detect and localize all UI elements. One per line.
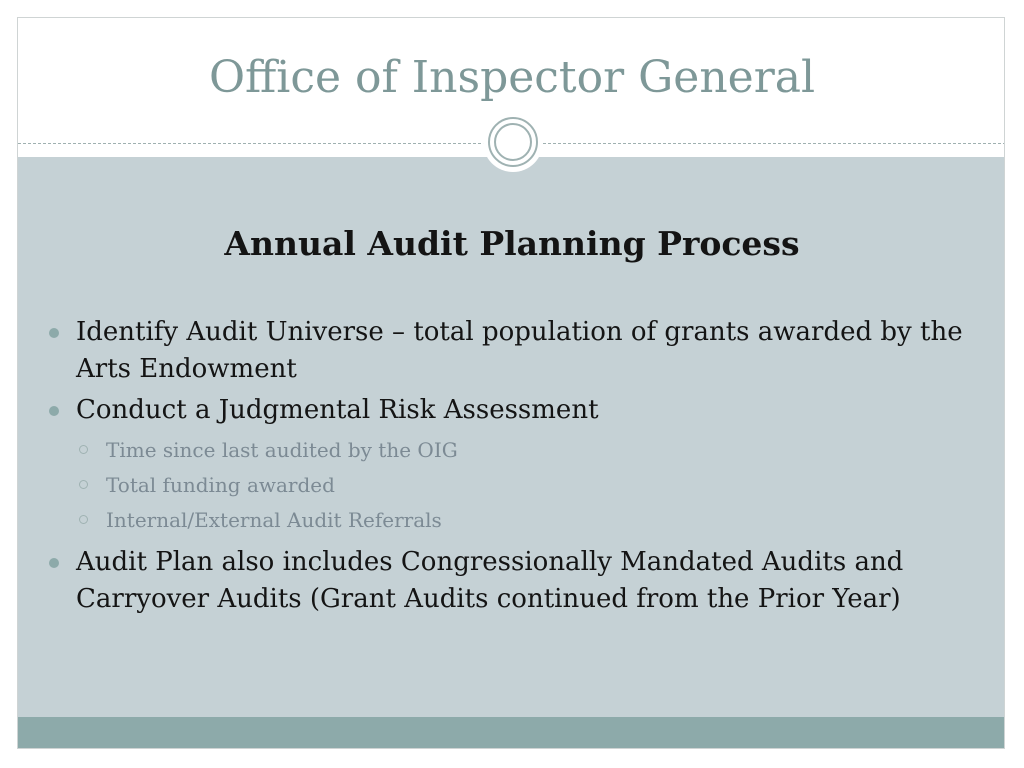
bullet-item (46, 544, 966, 618)
sub-bullet-text: Time since last audited by the OIG (106, 438, 458, 462)
bullet-dot-icon (49, 558, 59, 568)
bullet-dot-icon (49, 406, 59, 416)
bullet-text: Identify Audit Universe – total population of grants awarded by the Arts Endowment (76, 317, 963, 384)
sub-bullet-item (46, 503, 966, 538)
ring-bullet-icon (79, 480, 88, 489)
ring-bullet-icon (79, 445, 88, 454)
emblem-inner-ring (494, 123, 532, 161)
circle-emblem-icon (483, 112, 543, 172)
sub-bullet-list (46, 433, 966, 538)
sub-bullet-text: Total funding awarded (106, 473, 335, 497)
bullet-text: Conduct a Judgmental Risk Assessment (76, 395, 599, 425)
sub-bullet-item (46, 433, 966, 468)
emblem-outer-ring (488, 117, 538, 167)
bullet-list (46, 314, 966, 622)
sub-bullet-item (46, 468, 966, 503)
ring-bullet-icon (79, 515, 88, 524)
bullet-text: Audit Plan also includes Congressionally Mandated Audits and Carryover Audits (Grant Audits continued from the Prior Year) (76, 547, 904, 614)
sub-bullet-text: Internal/External Audit Referrals (106, 508, 442, 532)
bullet-item (46, 314, 966, 388)
slide-subtitle: Annual Audit Planning Process (224, 224, 800, 263)
slide-title: Office of Inspector General (208, 52, 816, 103)
footer-bar (18, 717, 1005, 749)
bullet-dot-icon (49, 328, 59, 338)
bullet-item (46, 392, 966, 429)
slide (17, 17, 1005, 749)
